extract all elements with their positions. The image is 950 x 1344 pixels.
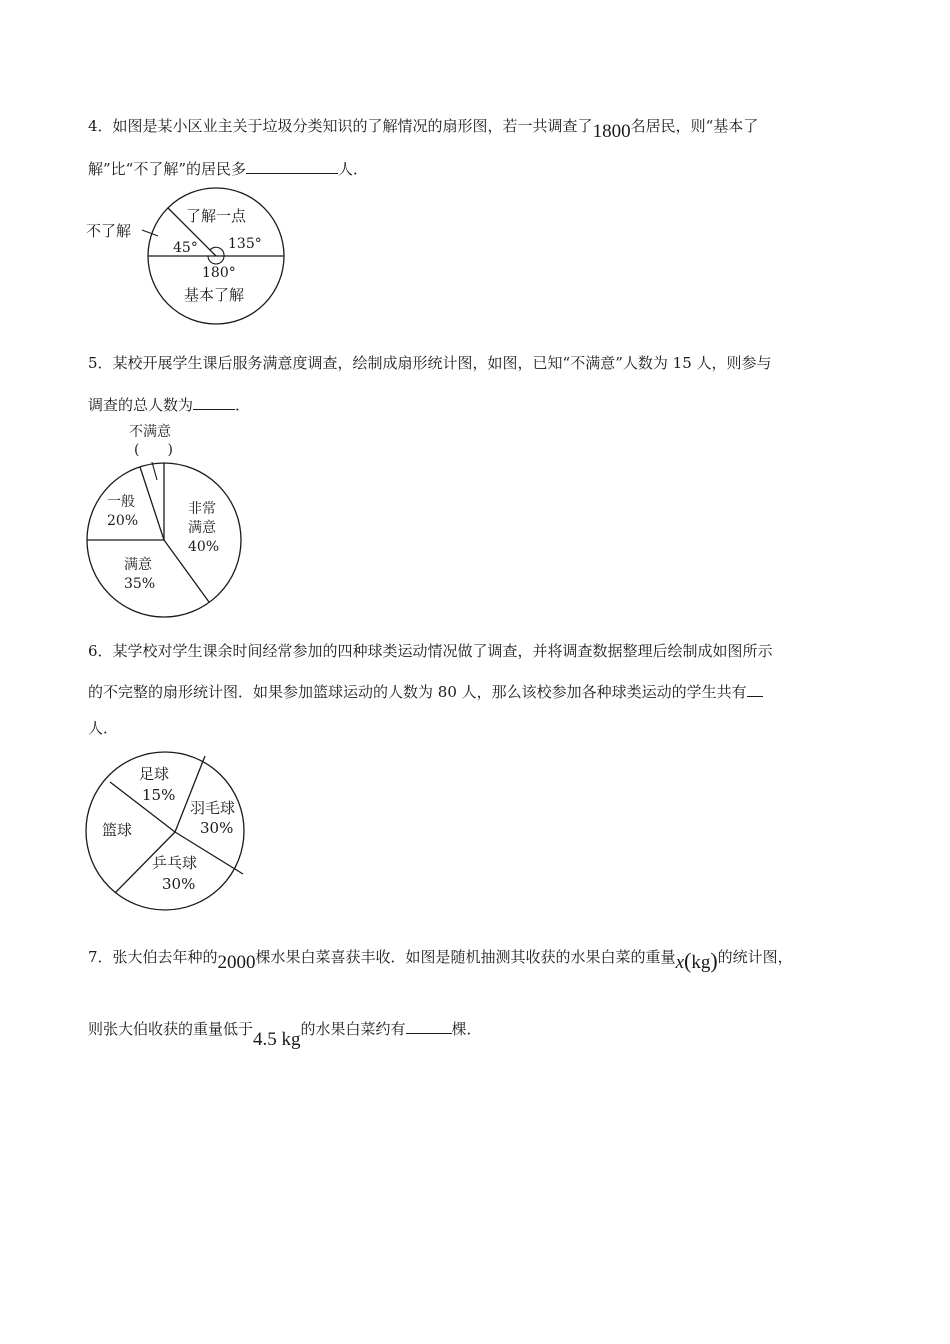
q5-label-average: 一般 bbox=[107, 494, 135, 510]
q5-label-dissatisfied: 不满意 bbox=[129, 424, 171, 440]
q4-pie-chart bbox=[80, 186, 300, 326]
q4-answer-blank[interactable] bbox=[246, 157, 338, 174]
q4-angle-arc bbox=[208, 256, 224, 264]
q7-line1 bbox=[88, 945, 793, 973]
q6-label-pingpong: 乒乓球 bbox=[152, 854, 198, 872]
q7-text-middle: 棵水果白菜喜获丰收．如图是随机抽测其收获的水果白菜的重量 bbox=[255, 948, 676, 966]
q4-label-180: 180° bbox=[202, 265, 236, 281]
q6-label-pingpong-pct: 30% bbox=[162, 875, 196, 893]
q6-line2 bbox=[88, 680, 763, 702]
q7-line2 bbox=[88, 1017, 482, 1050]
q7-var: x bbox=[675, 952, 684, 973]
q7-paren-close: ) bbox=[710, 948, 718, 973]
q5-answer-blank[interactable] bbox=[193, 393, 235, 410]
q7-line2-number: 4.5 bbox=[253, 1029, 277, 1050]
q4-line2 bbox=[88, 157, 368, 179]
q7-var-expression bbox=[675, 948, 718, 973]
q6-line2-prefix: 的不完整的扇形统计图．如果参加篮球运动的人数为 80 人，那么该校参加各种球类运动的学生共有 bbox=[88, 683, 747, 701]
q5-leader-line bbox=[152, 462, 157, 480]
q7-number: 2000 bbox=[217, 952, 256, 973]
q6-label-basketball: 篮球 bbox=[102, 821, 133, 839]
q4-line1 bbox=[88, 116, 759, 142]
q4-text-prefix: 4．如图是某小区业主关于垃圾分类知识的了解情况的扇形图，若一共调查了 bbox=[88, 117, 593, 135]
q4-label-basic: 基本了解 bbox=[184, 286, 245, 304]
q5-label-satisfied: 满意 bbox=[124, 557, 152, 573]
q6-label-soccer-pct: 15% bbox=[142, 786, 176, 804]
q5-text-line1: 5．某校开展学生课后服务满意度调查，绘制成扇形统计图，如图，已知“不满意”人数为 15 人，则参与 bbox=[88, 354, 772, 372]
q4-number: 1800 bbox=[592, 121, 631, 142]
q6-line1 bbox=[88, 641, 773, 661]
q4-label-not-understand: 不了解 bbox=[86, 222, 132, 240]
q6-answer-blank[interactable] bbox=[747, 680, 763, 697]
q4-line2-prefix: 解”比“不了解”的居民多 bbox=[88, 160, 247, 178]
q5-label-very-pct: 40% bbox=[188, 539, 220, 555]
q5-line1 bbox=[88, 353, 772, 373]
q7-line2-suffix: 棵． bbox=[451, 1020, 482, 1038]
q4-label-little: 了解一点 bbox=[186, 207, 247, 225]
q7-text-prefix: 7．张大伯去年种的 bbox=[88, 948, 218, 966]
q7-paren-open: ( bbox=[684, 948, 692, 973]
q5-pie-chart bbox=[80, 420, 260, 620]
q7-line2-middle: 的水果白菜约有 bbox=[300, 1020, 406, 1038]
q6-pie-chart bbox=[80, 746, 260, 916]
q7-unit: kg bbox=[691, 952, 711, 973]
q4-line2-suffix: 人． bbox=[338, 160, 369, 178]
q7-answer-blank[interactable] bbox=[406, 1017, 452, 1034]
q5-label-very-2: 满意 bbox=[188, 520, 216, 536]
q5-label-dissatisfied-pct: ( ) bbox=[134, 442, 173, 458]
q4-text-suffix: 名居民，则“基本了 bbox=[630, 117, 759, 135]
q7-text-suffix: 的统计图， bbox=[717, 948, 793, 966]
q5-label-very-1: 非常 bbox=[188, 501, 216, 517]
q5-line2-suffix: ． bbox=[235, 396, 251, 414]
q7-line2-prefix: 则张大伯收获的重量低于 bbox=[88, 1020, 254, 1038]
q4-leader-line bbox=[142, 230, 158, 236]
q5-label-satisfied-pct: 35% bbox=[124, 576, 156, 592]
q5-divider-upper-left bbox=[140, 467, 164, 540]
q6-line3 bbox=[88, 718, 118, 738]
q6-label-soccer: 足球 bbox=[139, 765, 170, 783]
q4-label-135: 135° bbox=[228, 236, 262, 252]
q7-line2-expression bbox=[253, 1029, 301, 1050]
q6-text-line1: 6．某学校对学生课余时间经常参加的四种球类运动情况做了调查，并将调查数据整理后绘制成如图所示 bbox=[88, 642, 773, 660]
q6-label-badminton-pct: 30% bbox=[200, 819, 234, 837]
q6-text-line3: 人． bbox=[88, 719, 119, 737]
q5-label-average-pct: 20% bbox=[107, 513, 139, 529]
q7-line2-unit: kg bbox=[281, 1029, 301, 1050]
q6-label-badminton: 羽毛球 bbox=[190, 799, 236, 817]
q5-line2-prefix: 调查的总人数为 bbox=[88, 396, 194, 414]
q4-label-45: 45° bbox=[173, 240, 198, 256]
q5-line2 bbox=[88, 393, 250, 415]
